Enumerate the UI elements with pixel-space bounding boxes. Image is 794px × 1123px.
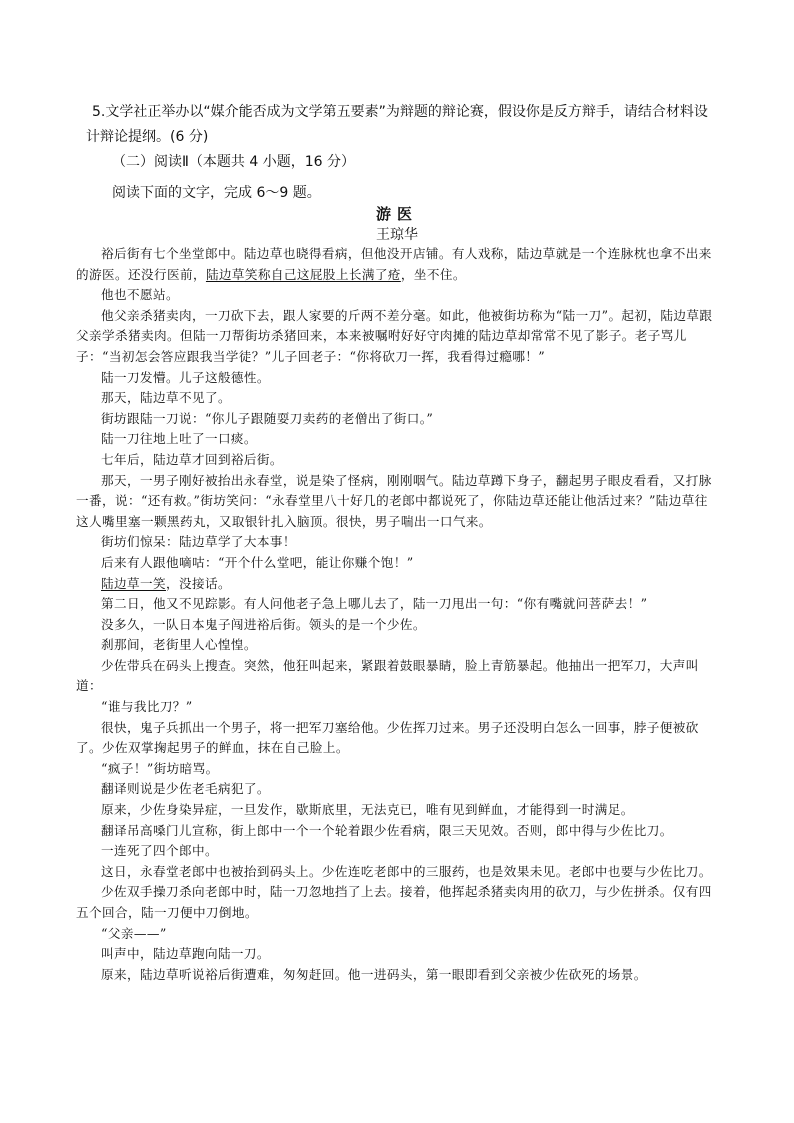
paragraph: 七年后，陆边草才回到裕后街。: [101, 451, 283, 467]
paragraph: 那天，陆边草不见了。: [101, 390, 231, 406]
paragraph: “谁与我比刀？”: [101, 699, 193, 715]
paragraph: 刹那间，老街里人心惶惶。: [101, 637, 257, 653]
paragraph: 少佐双手操刀杀向老郎中时，陆一刀忽地挡了上去。接着，他挥起杀猪卖肉用的砍刀，与少佐拼杀。仅有四五个回合，陆一刀便中刀倒地。: [76, 884, 712, 920]
reading-instruction: 阅读下面的文字，完成 6～9 题。: [112, 185, 321, 201]
section-heading: （二）阅读Ⅱ（本题共 4 小题，16 分）: [112, 154, 355, 170]
paragraph: 他也不愿站。: [101, 287, 179, 303]
paragraph: 原来，少佐身染异症，一旦发作，歇斯底里，无法克已，唯有见到鲜血，才能得到一时满足。: [101, 802, 634, 818]
paragraph: 叫声中，陆边草跑向陆一刀。: [101, 946, 270, 962]
paragraph: 没多久，一队日本鬼子闯进裕后街。领头的是一个少佐。: [101, 616, 426, 632]
paragraph-text: ，坐不住。: [400, 266, 466, 282]
paragraph: 后来有人跟他嘀咕：“开个什么堂吧，能让你赚个饱！”: [101, 554, 414, 570]
paragraph: 他父亲杀猪卖肉，一刀砍下去，跟人家要的斤两不差分毫。如此，他被街坊称为“陆一刀”。起初，陆边草跟父亲学杀猪卖肉。但陆一刀帮街坊杀猪回来，本来被嘱咐好好守肉摊的陆边草却常常不见了影子。老子骂儿子：“当初怎会答应跟我当学徒？”儿子回老子：“你将砍刀一挥，我看得过瘾哪！”: [76, 307, 713, 364]
paragraph: 少佐带兵在码头上搜查。突然，他狂叫起来，紧跟着鼓眼暴睛，脸上青筋暴起。他抽出一把军刀，大声叫道：: [76, 657, 699, 694]
paragraph: 原来，陆边草听说裕后街遭难，匆匆赶回。他一进码头，第一眼即看到父亲被少佐砍死的场景。: [101, 966, 647, 982]
paragraph: 街坊跟陆一刀说：“你儿子跟随耍刀卖药的老僧出了街口。”: [101, 410, 434, 426]
paragraph-text: ，没接话。: [165, 575, 231, 591]
paragraph: 街坊们惊呆：陆边草学了大本事！: [101, 534, 296, 550]
paragraph: 那天，一男子刚好被抬出永春堂，说是染了怪病，刚刚咽气。陆边草蹲下身子，翻起男子眼皮看看，又打脉一番，说：“还有救。”街坊笑问：“永春堂里八十好几的老郎中都说死了，你陆边草还能让他活过来？”陆边草往这人嘴里塞一颗黑药丸，又取银针扎入脑顶。很快，男子喘出一口气来。: [76, 472, 712, 529]
paragraph: 这日，永春堂老郎中也被抬到码头上。少佐连吃老郎中的三服药，也是效果未见。老郎中也要与少佐比刀。: [101, 863, 712, 879]
story-body: [76, 244, 716, 985]
underlined-sentence: 陆边草笑称自己这屁股上长满了疮: [205, 266, 401, 282]
paragraph: “疯子！”街坊暗骂。: [101, 760, 219, 776]
paragraph: 很快，鬼子兵抓出一个男子，将一把军刀塞给他。少佐挥刀过来。男子还没明白怎么一回事，脖子便被砍了。少佐双掌掬起男子的鲜血，抹在自己脸上。: [76, 719, 699, 756]
paragraph-text: 裕后街有七个坐堂郎中。陆边草也晓得看病，但他没开店铺。有人戏称，陆边草就是一个连脉枕也拿不出来的游医。还没行医前，: [76, 246, 712, 282]
paragraph: 陆一刀往地上吐了一口痰。: [101, 431, 257, 447]
paragraph: “父亲——”: [101, 925, 167, 941]
paragraph: 翻译吊高嗓门儿宣称，街上郎中一个一个轮着跟少佐看病，限三天见效。否则，郎中得与少佐比刀。: [101, 822, 673, 838]
paragraph: 陆一刀发懵。儿子这般德性。: [101, 369, 270, 385]
question-5-line1: 5.文学社正举办以“媒介能否成为文学第五要素”为辩题的辩论赛，假设你是反方辩手，请结合材料设: [92, 104, 708, 120]
paragraph: 一连死了四个郎中。: [101, 843, 218, 859]
question-5: [86, 100, 722, 150]
paragraph: [76, 244, 716, 285]
paragraph: 第二日，他又不见踪影。有人问他老子急上哪儿去了，陆一刀甩出一句：“你有嘴就问菩萨去！”: [101, 596, 648, 612]
question-5-line2: 计辩论提纲。(6 分): [86, 129, 209, 145]
paragraph: [76, 574, 716, 595]
paragraph: 翻译则说是少佐老毛病犯了。: [101, 781, 270, 797]
underlined-sentence: 陆边草一笑: [101, 575, 166, 591]
story-author: 王琼华: [376, 227, 418, 243]
story-title: 游医: [375, 205, 418, 223]
